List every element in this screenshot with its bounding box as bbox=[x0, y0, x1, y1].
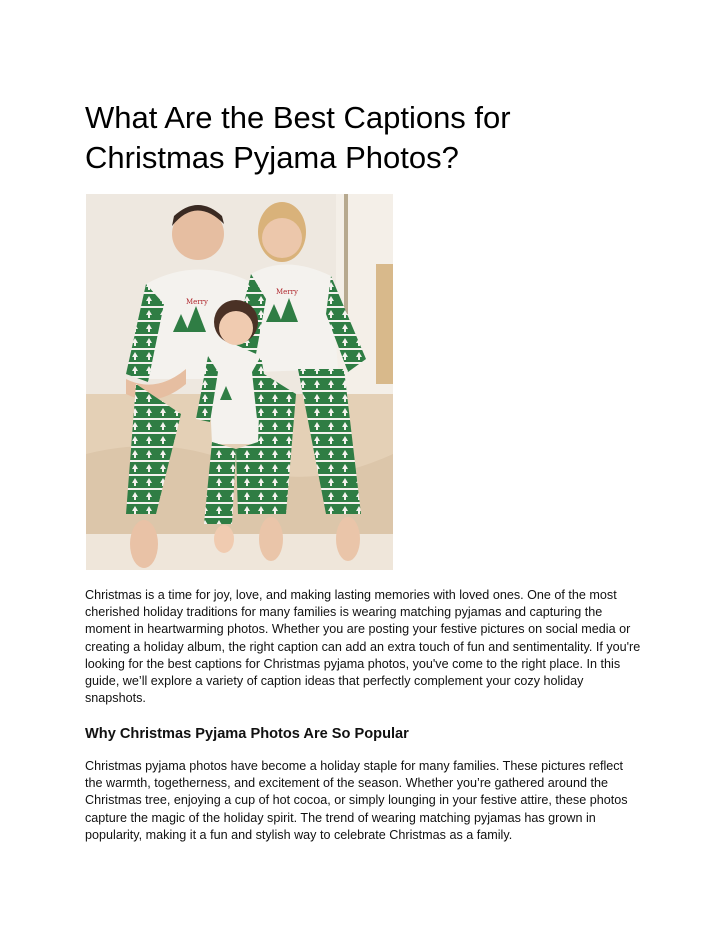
svg-text:Merry: Merry bbox=[186, 298, 208, 306]
intro-paragraph: Christmas is a time for joy, love, and making lasting memories with loved ones. One of the most cherished holiday traditions for many families is wearing matching pyjamas and capturing the moment in heartwarming photos. Whether you are posting your festive pictures on social media or creating a holiday album, the right caption can add an extra touch of fun and sentimentality. If you're looking for the best captions for Christmas pyjama photos, you've come to the right place. In this guide, we’ll explore a variety of caption ideas that perfectly complement your cozy holiday snapshots. bbox=[85, 588, 641, 706]
family-pyjama-photo bbox=[86, 194, 393, 570]
svg-text:Merry: Merry bbox=[276, 288, 298, 296]
section-paragraph: Christmas pyjama photos have become a holiday staple for many families. These pictures reflect the warmth, togetherness, and excitement of the season. Whether you’re gathered around the Christmas tree, enjoying a cup of hot cocoa, or simply lounging in your festive attire, these photos capture the magic of the holiday spirit. The trend of wearing matching pyjamas has grown in popularity, making it a fun and stylish way to celebrate Christmas as a family. bbox=[85, 759, 628, 842]
section-heading: Why Christmas Pyjama Photos Are So Popular bbox=[85, 726, 409, 742]
page-title: What Are the Best Captions for Christmas Pyjama Photos? bbox=[85, 100, 511, 175]
